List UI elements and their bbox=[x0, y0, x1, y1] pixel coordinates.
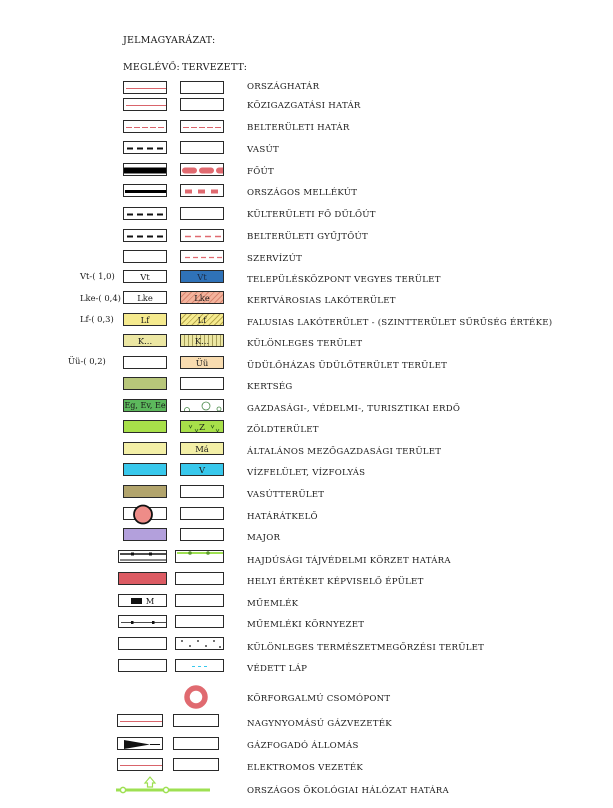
zone-code: Üü-( 0,2) bbox=[68, 356, 106, 366]
swatch-existing-farmstead bbox=[123, 528, 167, 541]
legend-label: NAGYNYOMÁSÚ GÁZVEZETÉK bbox=[247, 719, 392, 729]
legend-label: MŰEMLÉKI KÖRNYEZET bbox=[247, 620, 365, 630]
swatch-existing-monument-surroundings bbox=[118, 615, 167, 628]
swatch-planned-railway bbox=[180, 141, 224, 154]
monument-letter: M bbox=[145, 595, 155, 606]
zone-code: Vt-( 1,0) bbox=[80, 271, 115, 281]
legend-title: JELMAGYARÁZAT: bbox=[123, 35, 216, 46]
roundabout-icon bbox=[181, 684, 211, 714]
swatch-existing-garden-residential: Lke bbox=[123, 291, 167, 304]
legend-label: ELEKTROMOS VEZETÉK bbox=[247, 763, 364, 773]
swatch-planned-green-area bbox=[180, 420, 224, 433]
swatch-existing-railway bbox=[123, 141, 167, 154]
legend-label: BELTERÜLETI GYŰJTŐÚT bbox=[247, 232, 368, 242]
swatch-planned-rail-area bbox=[180, 485, 224, 498]
existing-column-header: MEGLÉVŐ: bbox=[123, 62, 180, 73]
swatch-existing-mixed-center: Vt bbox=[123, 270, 167, 283]
swatch-planned-mixed-center: Vt bbox=[180, 270, 224, 283]
swatch-planned-power-line bbox=[173, 758, 219, 771]
legend-label: KERTSÉG bbox=[247, 382, 293, 392]
planned-column-header: TERVEZETT: bbox=[182, 62, 248, 73]
swatch-planned-country-border bbox=[180, 81, 224, 94]
swatch-planned-service-road bbox=[180, 250, 224, 263]
legend-label: KÜLÖNLEGES TERÜLET bbox=[247, 339, 363, 349]
swatch-planned-main-road bbox=[180, 163, 224, 176]
legend-label: KÖZIGAZGATÁSI HATÁR bbox=[247, 101, 361, 111]
swatch-planned-secondary-road bbox=[180, 184, 224, 197]
swatch-planned-admin-border bbox=[180, 98, 224, 111]
swatch-planned-farmstead bbox=[180, 528, 224, 541]
swatch-existing-forest: Eg, Ev, Ee bbox=[124, 401, 166, 410]
swatch-planned-special-conservation bbox=[175, 637, 224, 650]
swatch-planned-holiday-area: Üü bbox=[180, 356, 224, 369]
swatch-existing-landscape-protection bbox=[118, 550, 167, 563]
swatch-existing-power-line bbox=[117, 758, 163, 771]
swatch-planned-inner-border bbox=[180, 120, 224, 133]
legend-label: BELTERÜLETI HATÁR bbox=[247, 123, 350, 133]
swatch-planned-agricultural: Má bbox=[180, 442, 224, 455]
legend-label: ÁLTALÁNOS MEZŐGAZDASÁGI TERÜLET bbox=[247, 447, 442, 457]
swatch-planned-water: V bbox=[180, 463, 224, 476]
swatch-existing-border-crossing bbox=[123, 507, 167, 520]
swatch-existing-main-road bbox=[123, 163, 167, 176]
swatch-existing-holiday-area bbox=[123, 356, 167, 369]
legend-label: VASÚT bbox=[247, 145, 279, 155]
swatch-planned-forest bbox=[180, 399, 224, 412]
swatch-planned-collector-road bbox=[180, 229, 224, 242]
swatch-planned-gas-pipeline bbox=[173, 714, 219, 727]
swatch-existing-special-conservation bbox=[118, 637, 167, 650]
legend-label: VÉDETT LÁP bbox=[247, 664, 308, 674]
legend-label: ORSZÁGHATÁR bbox=[247, 82, 320, 92]
swatch-existing-gas-station bbox=[117, 737, 163, 750]
legend-label: KÜLÖNLEGES TERMÉSZETMEGŐRZÉSI TERÜLET bbox=[247, 643, 485, 653]
legend-label: GAZDASÁGI-, VÉDELMI-, TURISZTIKAI ERDŐ bbox=[247, 404, 461, 414]
swatch-planned-local-value-building bbox=[175, 572, 224, 585]
zone-code: Lf-( 0,3) bbox=[80, 314, 114, 324]
legend-label: KÖRFORGALMÚ CSOMÓPONT bbox=[247, 694, 391, 704]
legend-label: KÜLTERÜLETI FŐ DŰLŐÚT bbox=[247, 210, 376, 220]
swatch-planned-protected-bog bbox=[175, 659, 224, 672]
legend-label: HATÁRÁTKELŐ bbox=[247, 512, 318, 522]
legend-label: MAJOR bbox=[247, 533, 281, 543]
swatch-existing-monument bbox=[118, 594, 167, 607]
swatch-planned-garden-residential: Lke bbox=[180, 291, 224, 304]
swatch-existing-gas-pipeline bbox=[117, 714, 163, 727]
swatch-planned-village-residential: Lf bbox=[180, 313, 224, 326]
legend-label: TELEPÜLÉSKÖZPONT VEGYES TERÜLET bbox=[247, 275, 441, 285]
swatch-existing-agricultural bbox=[123, 442, 167, 455]
monument-marker-icon bbox=[131, 598, 142, 604]
swatch-existing-inner-border bbox=[123, 120, 167, 133]
swatch-existing-admin-border bbox=[123, 98, 167, 111]
swatch-existing-protected-bog bbox=[118, 659, 167, 672]
swatch-planned-monument bbox=[175, 594, 224, 607]
legend-label: ORSZÁGOS ÖKOLÓGIAI HÁLÓZAT HATÁRA bbox=[247, 786, 449, 796]
swatch-existing-service-road bbox=[123, 250, 167, 263]
swatch-existing-country-border bbox=[123, 81, 167, 94]
legend-label: ORSZÁGOS MELLÉKÚT bbox=[247, 188, 358, 198]
swatch-planned-field-road bbox=[180, 207, 224, 220]
swatch-planned-monument-surroundings bbox=[175, 615, 224, 628]
swatch-planned-special-area: K... bbox=[180, 334, 224, 347]
legend-label: HELYI ÉRTÉKET KÉPVISELŐ ÉPÜLET bbox=[247, 577, 424, 587]
legend-label: ÜDÜLŐHÁZAS ÜDÜLŐTERÜLET TERÜLET bbox=[247, 361, 448, 371]
zone-letter: Z bbox=[199, 421, 205, 432]
legend-label: KERTVÁROSIAS LAKÓTERÜLET bbox=[247, 296, 396, 306]
swatch-existing-local-value-building bbox=[118, 572, 167, 585]
legend-label: FŐÚT bbox=[247, 167, 274, 177]
eco-network-border-symbol bbox=[114, 775, 214, 801]
swatch-existing-special-area: K... bbox=[123, 334, 167, 347]
swatch-planned-landscape-protection bbox=[175, 550, 224, 563]
legend-label: FALUSIAS LAKÓTERÜLET - (SZINTTERÜLET SŰRŰSÉG ÉRTÉKE) bbox=[247, 318, 553, 328]
swatch-existing-field-road bbox=[123, 207, 167, 220]
swatch-planned-gas-station bbox=[173, 737, 219, 750]
swatch-existing-green-area bbox=[123, 420, 167, 433]
swatch-existing-water bbox=[123, 463, 167, 476]
legend-label: SZERVÍZÚT bbox=[247, 254, 303, 264]
legend-label: HAJDÚSÁGI TÁJVÉDELMI KÖRZET HATÁRA bbox=[247, 556, 451, 566]
legend-label: MŰEMLÉK bbox=[247, 599, 299, 609]
legend-label: VÍZFELÜLET, VÍZFOLYÁS bbox=[247, 468, 366, 478]
zone-code: Lke-( 0,4) bbox=[80, 293, 121, 303]
swatch-planned-border-crossing bbox=[180, 507, 224, 520]
swatch-existing-collector-road bbox=[123, 229, 167, 242]
legend-label: VASÚTTERÜLET bbox=[247, 490, 325, 500]
swatch-existing-rail-area bbox=[123, 485, 167, 498]
swatch-planned-garden-area bbox=[180, 377, 224, 390]
swatch-existing-secondary-road bbox=[123, 184, 167, 197]
swatch-existing-village-residential: Lf bbox=[123, 313, 167, 326]
legend-label: GÁZFOGADÓ ÁLLOMÁS bbox=[247, 741, 359, 751]
legend-label: ZÖLDTERÜLET bbox=[247, 425, 319, 435]
swatch-existing-garden-area bbox=[123, 377, 167, 390]
